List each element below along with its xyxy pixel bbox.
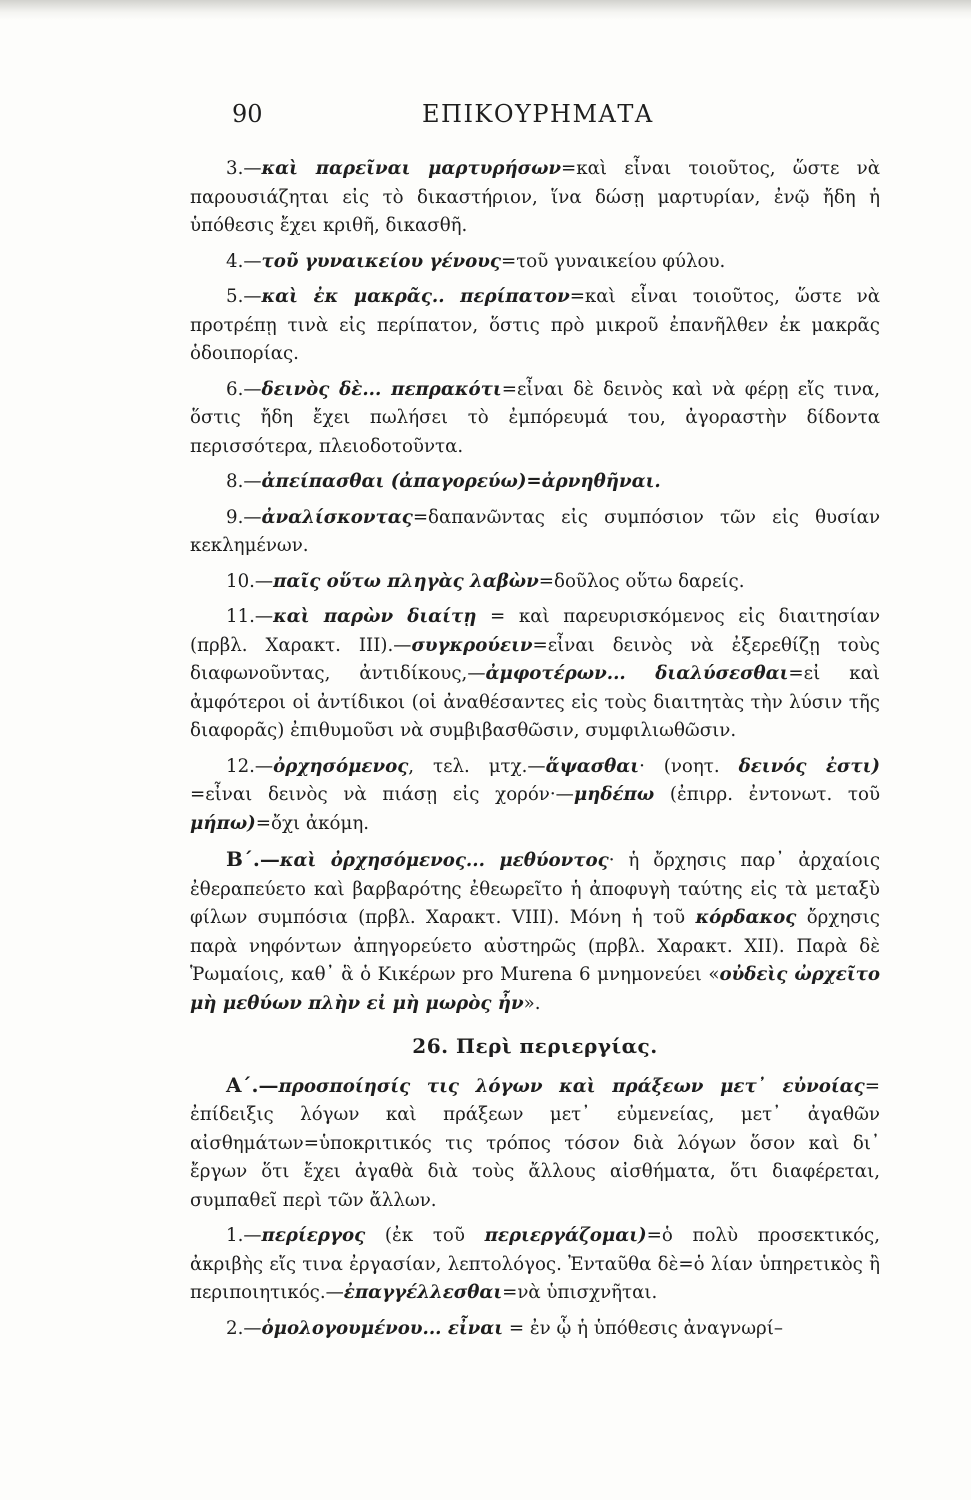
- note-number: 2.—: [226, 1317, 262, 1339]
- note-text: ὄρχησις παρὰ νηφόντων ἀπηγορεύετο αὐστηρῶς (πρβλ. Χαρακτ. XII). Παρὰ δὲ Ῥωμαίοις, καθ᾽ ἃ ὁ Κικέρων pro Murena 6 μνημονεύει «: [190, 907, 880, 985]
- note-lemma: ἀμφοτέρων... διαλύσεσθαι: [485, 663, 789, 684]
- note-B: [190, 845, 880, 1018]
- note-number: 3.—: [226, 158, 262, 179]
- note-lemma: τοῦ γυναικείου γένους: [261, 250, 501, 272]
- note-5: [190, 283, 880, 369]
- note-text: =καὶ εἶναι τοιοῦτος, ὥστε νὰ παρουσιάζηται εἰς τὸ δικαστήριον, ἵνα δώσῃ μαρτυρίαν, ἐνῷ ἤδη ἡ ὑπόθεσις ἔχει κριθῆ, δικασθῆ.: [190, 158, 880, 236]
- note-number: 11.—: [226, 606, 274, 627]
- note-text: (ἐπιρρ. ἐντονωτ. τοῦ: [654, 784, 880, 805]
- section-note-2: [190, 1315, 880, 1344]
- note-number: Β΄.—: [226, 847, 280, 871]
- note-lemma: καὶ ἐκ μακρᾶς.. περίπατον: [261, 286, 570, 307]
- note-lemma: δεινὸς δὲ... πεπρακότι: [261, 378, 502, 400]
- note-text: · (νοητ.: [639, 755, 739, 777]
- note-8: [190, 468, 880, 497]
- section-note-A: [190, 1071, 880, 1216]
- scan-fold-shadow: [0, 0, 971, 20]
- note-number: Α΄.—: [226, 1072, 279, 1097]
- note-lemma: ἀναλίσκοντας: [261, 506, 413, 528]
- note-lemma: ἅψασθαι: [545, 755, 640, 777]
- note-text: ».: [523, 992, 541, 1014]
- note-lemma: μήπω): [190, 812, 256, 834]
- note-text: · ἡ ὄρχησις παρ᾽ ἀρχαίοις ἐθεραπεύετο καὶ βαρβαρότης ἐθεωρεῖτο ἡ ἀποφυγὴ ταύτης εἰς τὰ μεταξὺ φίλων συμπόσια (πρβλ. Χαρακτ. VIII). Μόνη ἡ τοῦ: [190, 850, 880, 928]
- note-lemma: οὐδεὶς ὠρχεῖτο μὴ μεθύων πλὴν εἰ μὴ μωρὸς ἦν: [190, 964, 880, 1014]
- page-header: [232, 100, 872, 130]
- note-lemma: καὶ παρὼν διαίτῃ: [273, 606, 477, 627]
- note-text: =δαπανῶντας εἰς συμπόσιον τῶν εἰς θυσίαν κεκλημένων.: [190, 506, 880, 556]
- note-text: =καὶ εἶναι τοιοῦτος, ὥστε νὰ προτρέπῃ τινὰ εἰς περίπατον, ὅστις πρὸ μικροῦ ἐπανῆλθεν ἐκ μακρᾶς ὁδοιπορίας.: [190, 286, 880, 364]
- note-11: [190, 603, 880, 746]
- note-lemma: περιεργάζομαι): [484, 1225, 647, 1246]
- note-4: [190, 248, 880, 277]
- section-note-1: [190, 1222, 880, 1308]
- section-title: 26. Περὶ περιεργίας.: [412, 1034, 658, 1058]
- running-title: ΕΠΙΚΟΥΡΗΜΑΤΑ: [422, 100, 654, 128]
- note-text: =ὄχι ἀκόμη.: [255, 812, 370, 834]
- note-lemma: περίεργος: [261, 1225, 366, 1246]
- note-number: 6.—: [226, 378, 262, 400]
- note-number: 5.—: [226, 286, 262, 307]
- note-12: [190, 753, 880, 839]
- note-10: [190, 568, 880, 597]
- note-number: 1.—: [226, 1225, 262, 1246]
- note-lemma: ἀπείπασθαι (ἀπαγορεύω)=ἀρνηθῆναι.: [261, 471, 661, 492]
- note-lemma: ὀρχησόμενος: [273, 755, 409, 777]
- note-text: =δοῦλος οὕτω δαρείς.: [538, 570, 745, 592]
- note-text: = ἐν ᾧ ἡ ὑπόθεσις ἀναγνωρί–: [503, 1317, 783, 1339]
- body-text: [190, 155, 880, 1343]
- note-text: = καὶ παρευρισκόμενος εἰς διαιτησίαν (πρβλ. Χαρακτ. III).—: [190, 606, 880, 656]
- note-number: 10.—: [226, 570, 274, 592]
- note-lemma: παῖς οὕτω πληγὰς λαβὼν: [273, 570, 539, 592]
- note-text: , τελ. μτχ.—: [408, 755, 546, 777]
- note-text: =εἶναι δεινὸς νὰ πιάσῃ εἰς χορόν·—: [190, 784, 574, 805]
- note-lemma: καὶ ὀρχησόμενος... μεθύοντος: [279, 850, 609, 871]
- note-text: =τοῦ γυναικείου φύλου.: [501, 250, 726, 272]
- page-number: 90: [232, 100, 263, 128]
- note-lemma: δεινός ἐστι): [738, 755, 880, 777]
- note-text: =νὰ ὑπισχνῆται.: [502, 1282, 658, 1303]
- note-lemma: καὶ παρεῖναι μαρτυρήσων: [261, 158, 562, 179]
- note-text: (ἐκ τοῦ: [365, 1225, 485, 1246]
- note-number: 12.—: [226, 755, 274, 777]
- note-text: =ὁ πολὺ προσεκτικός, ἀκριβὴς εἴς τινα ἐργασίαν, λεπτολόγος. Ἐνταῦθα δὲ=ὁ λίαν ὑπηρετικὸς ἢ περιποιητικός.—: [190, 1225, 880, 1303]
- note-number: 8.—: [226, 471, 262, 492]
- note-9: [190, 504, 880, 561]
- note-6: [190, 376, 880, 462]
- note-number: 4.—: [226, 250, 262, 272]
- note-text: = ἐπίδειξις λόγων καὶ πράξεων μετ᾽ εὐμενείας, μετ᾽ ἀγαθῶν αἰσθημάτων=ὑποκριτικός τις τρόπος τόσον διὰ λόγων ὅσον καὶ δι᾽ ἔργων ὅτι ἔχει ἀγαθὰ διὰ τοὺς ἄλλους αἰσθήματα, ὅτι διαφέρεται, συμπαθεῖ περὶ τῶν ἄλλων.: [190, 1075, 880, 1211]
- note-3: [190, 155, 880, 241]
- note-text: =εἰ καὶ ἀμφότεροι οἱ ἀντίδικοι (οἱ ἀναθέσαντες εἰς τοὺς διαιτητὰς τὴν λύσιν τῆς διαφορᾶς) ἐπιθυμοῦσι νὰ συμβιβασθῶσιν, συμφιλιωθῶσιν.: [190, 663, 880, 741]
- note-text: =εἶναι δεινὸς νὰ ἐξερεθίζῃ τοὺς διαφωνοῦντας, ἀντιδίκους,—: [190, 634, 880, 684]
- note-lemma: ὁμολογουμένου... εἶναι: [261, 1317, 504, 1339]
- note-lemma: συγκρούειν: [411, 634, 533, 656]
- note-number: 9.—: [226, 506, 262, 528]
- note-lemma: κόρδακος: [695, 907, 797, 928]
- note-lemma: μηδέπω: [573, 784, 655, 805]
- note-lemma: ἐπαγγέλλεσθαι: [343, 1282, 503, 1303]
- note-lemma: προσποίησίς τις λόγων καὶ πράξεων μετ᾽ εὐνοίας: [278, 1075, 865, 1097]
- note-text: =εἶναι δὲ δεινὸς καὶ νὰ φέρῃ εἴς τινα, ὅστις ἤδη ἔχει πωλήσει τὸ ἐμπόρευμά του, ἀγοραστὴν δίδοντα περισσότερα, πλειοδοτοῦντα.: [190, 378, 880, 457]
